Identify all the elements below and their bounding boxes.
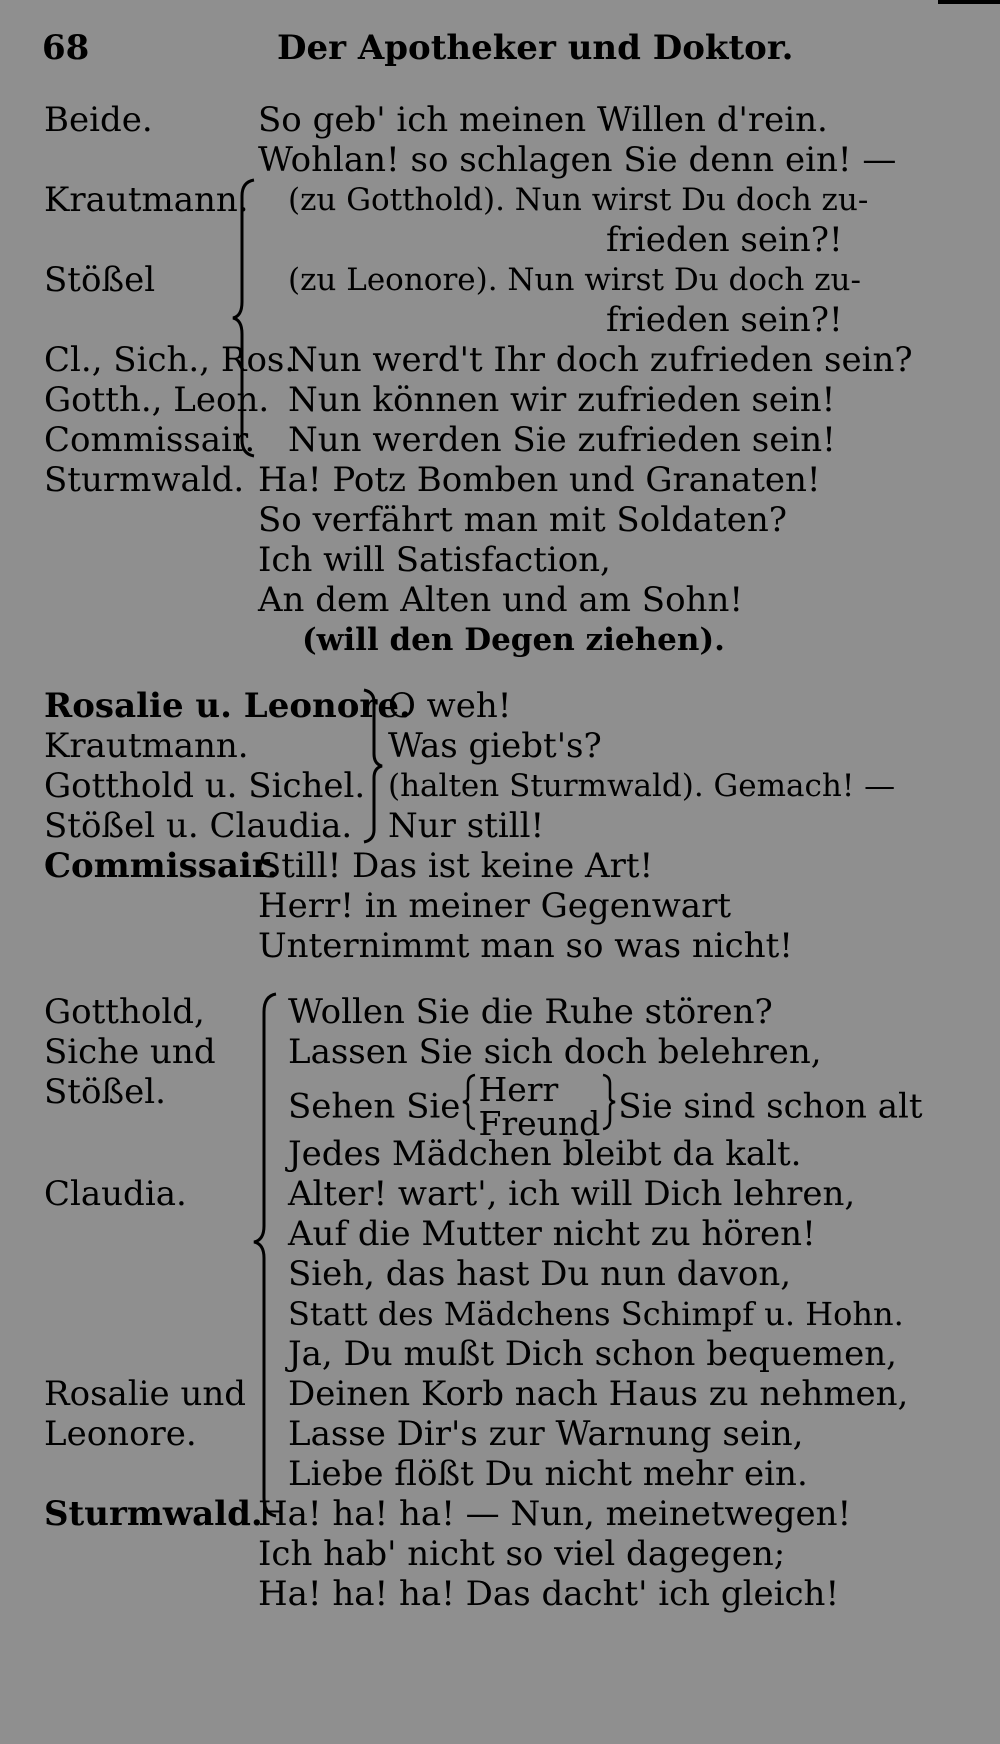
speech-text: So verfährt man mit Soldaten? <box>258 500 788 540</box>
speech-text-before: Sehen Sie <box>288 1086 461 1127</box>
dialogue-line <box>44 1254 984 1294</box>
dialogue-line <box>44 580 984 620</box>
speech-text: Nur still! <box>388 806 545 846</box>
dialogue-line <box>44 886 984 926</box>
speech-text-after: Sie sind schon alt <box>618 1086 923 1127</box>
speaker-label: Stößel. <box>44 1072 166 1112</box>
inline-right-brace <box>600 1072 618 1141</box>
speaker-label: Rosalie und <box>44 1374 247 1414</box>
dialogue-line <box>44 926 984 966</box>
speaker-label: Leonore. <box>44 1414 197 1454</box>
dialogue-line <box>44 1134 984 1174</box>
dialogue-line <box>44 806 984 846</box>
dialogue-line <box>44 1414 984 1454</box>
speech-text: Ich will Satisfaction, <box>258 540 611 580</box>
speech-text: Nun werden Sie zufrieden sein! <box>288 420 836 460</box>
page-header <box>42 28 942 68</box>
dialogue-line <box>44 500 984 540</box>
play-text <box>44 100 984 1614</box>
dialogue-line <box>44 220 984 260</box>
speech-text: Nun werd't Ihr doch zufrieden sein? <box>288 340 913 380</box>
speaker-label: Gotthold, <box>44 992 205 1032</box>
speech-text: Unternimmt man so was nicht! <box>258 926 793 966</box>
option-freund: Freund <box>478 1103 601 1143</box>
inline-right-brace-shape <box>600 1072 618 1132</box>
inline-left-brace-shape <box>460 1072 478 1132</box>
dialogue-line <box>44 726 984 766</box>
speaker-label: Rosalie u. Leonore. <box>44 686 411 726</box>
dialogue-line <box>44 460 984 500</box>
speech-text: Ha! Potz Bomben und Granaten! <box>258 460 821 500</box>
speech-text: Statt des Mädchens Schimpf u. Hohn. <box>288 1295 904 1333</box>
dialogue-line <box>44 300 984 340</box>
speaker-label: Stößel <box>44 260 156 300</box>
dialogue-line <box>44 140 984 180</box>
speech-text: Lassen Sie sich doch belehren, <box>288 1032 822 1072</box>
speech-text: (halten Sturmwald). Gemach! — <box>388 768 896 804</box>
spacer <box>44 660 984 686</box>
speaker-label: Sturmwald. <box>44 460 245 500</box>
brace-group <box>44 992 984 1494</box>
speech-text: An dem Alten und am Sohn! <box>258 580 744 620</box>
speaker-label: Gotthold u. Sichel. <box>44 766 366 806</box>
dialogue-line <box>44 340 984 380</box>
speech-text: frieden sein?! <box>606 300 843 340</box>
dialogue-line <box>44 686 984 726</box>
speaker-label: Krautmann. <box>44 180 249 220</box>
speech-text <box>288 1069 923 1143</box>
speech-text: Lasse Dir's zur Warnung sein, <box>288 1414 804 1454</box>
speech-text: Still! Das ist keine Art! <box>258 846 654 886</box>
dialogue-line <box>44 846 984 886</box>
dialogue-line <box>44 1214 984 1254</box>
speaker-label: Commissair. <box>44 846 279 886</box>
dialogue-line <box>44 1032 984 1072</box>
dialogue-line <box>44 1294 984 1334</box>
page-edge-mark <box>938 0 1000 4</box>
dialogue-line <box>44 1374 984 1414</box>
stage-direction: (will den Degen ziehen). <box>302 622 725 658</box>
dialogue-line-with-options <box>44 1069 984 1143</box>
speech-text: Ich hab' nicht so viel dagegen; <box>258 1534 786 1574</box>
speech-text: (zu Gotthold). Nun wirst Du doch zu- <box>288 182 869 218</box>
speech-text: Herr! in meiner Gegenwart <box>258 886 731 926</box>
speech-text: Ja, Du mußt Dich schon bequemen, <box>288 1334 897 1374</box>
speech-text: Liebe flößt Du nicht mehr ein. <box>288 1454 808 1494</box>
speaker-label: Cl., Sich., Ros. <box>44 340 296 380</box>
speaker-label: Krautmann. <box>44 726 249 766</box>
speech-text: Wollen Sie die Ruhe stören? <box>288 992 773 1032</box>
speech-text: Auf die Mutter nicht zu hören! <box>288 1214 816 1254</box>
inline-left-brace <box>460 1072 478 1141</box>
speech-text: Deinen Korb nach Haus zu nehmen, <box>288 1374 909 1414</box>
dialogue-line <box>44 766 984 806</box>
stage-direction-line <box>44 620 984 660</box>
dialogue-line <box>44 100 984 140</box>
dialogue-line <box>44 180 984 220</box>
speech-text: O weh! <box>388 686 512 726</box>
speech-text: (zu Leonore). Nun wirst Du doch zu- <box>288 262 861 298</box>
dialogue-line <box>44 1574 984 1614</box>
speech-text: Alter! wart', ich will Dich lehren, <box>288 1174 856 1214</box>
speech-text: Ha! ha! ha! Das dacht' ich gleich! <box>258 1574 840 1614</box>
dialogue-line <box>44 1534 984 1574</box>
option-herr: Herr <box>478 1069 559 1109</box>
spacer <box>44 966 984 992</box>
dialogue-line <box>44 1334 984 1374</box>
speech-text: Wohlan! so schlagen Sie denn ein! — <box>258 140 897 180</box>
option-stack <box>478 1069 601 1143</box>
speaker-label: Gotth., Leon. <box>44 380 270 420</box>
dialogue-line <box>44 380 984 420</box>
speech-text: Nun können wir zufrieden sein! <box>288 380 836 420</box>
speech-text: Jedes Mädchen bleibt da kalt. <box>288 1134 802 1174</box>
speech-text: Sieh, das hast Du nun davon, <box>288 1254 792 1294</box>
speech-text: Was giebt's? <box>388 726 602 766</box>
dialogue-line <box>44 420 984 460</box>
dialogue-line <box>44 540 984 580</box>
brace-group <box>44 180 984 460</box>
speaker-label: Claudia. <box>44 1174 187 1214</box>
dialogue-line <box>44 260 984 300</box>
speech-text: Ha! ha! ha! — Nun, meinetwegen! <box>258 1494 852 1534</box>
speaker-label: Sturmwald. <box>44 1494 263 1534</box>
speech-text: frieden sein?! <box>606 220 843 260</box>
dialogue-line <box>44 1454 984 1494</box>
brace-group <box>44 686 984 846</box>
dialogue-line <box>44 1174 984 1214</box>
dialogue-line <box>44 992 984 1032</box>
page-number: 68 <box>42 28 90 68</box>
running-title: Der Apotheker und Doktor. <box>277 28 794 68</box>
speaker-label: Beide. <box>44 100 153 140</box>
speaker-label: Commissair. <box>44 420 256 460</box>
speaker-label: Siche und <box>44 1032 216 1072</box>
speaker-label: Stößel u. Claudia. <box>44 806 353 846</box>
speech-text: So geb' ich meinen Willen d'rein. <box>258 100 828 140</box>
dialogue-line <box>44 1494 984 1534</box>
